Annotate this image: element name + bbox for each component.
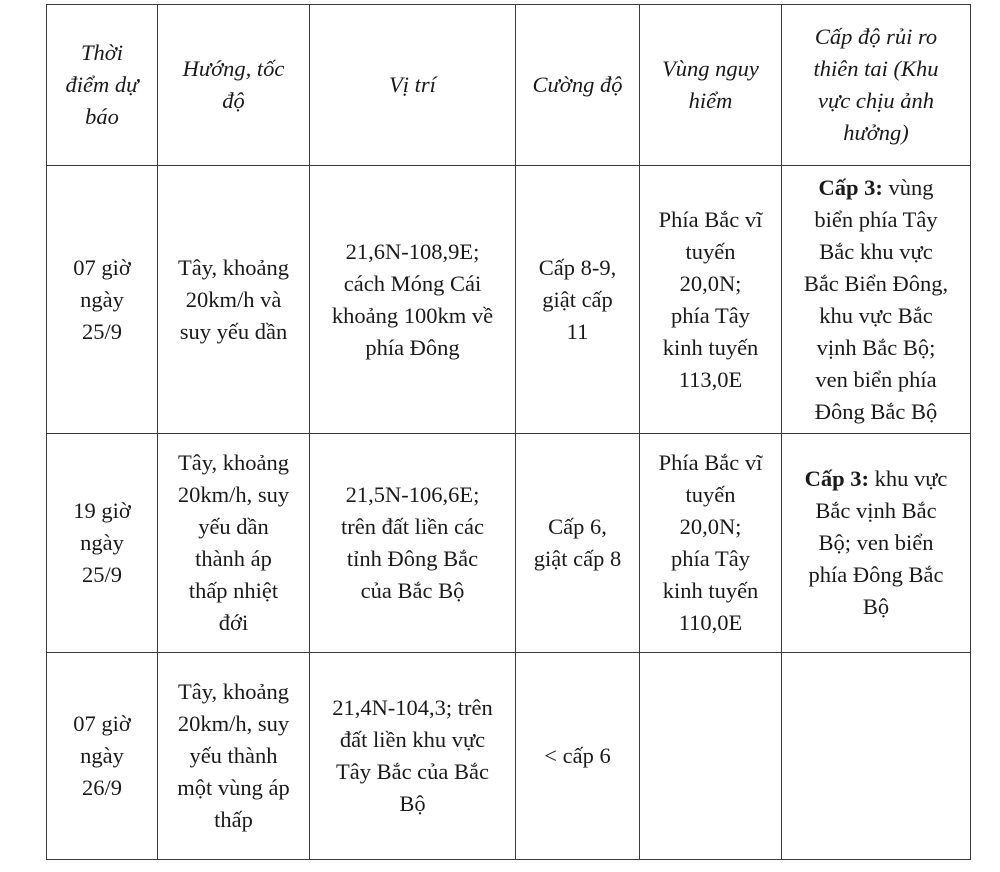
table-row (47, 434, 971, 653)
header-time: Thời điểm dự báo (47, 5, 158, 166)
cell-direction: Tây, khoảng 20km/h, suy yếu dần thành áp thấp nhiệt đới (158, 434, 310, 653)
header-direction: Hướng, tốc độ (158, 5, 310, 166)
header-position: Vị trí (310, 5, 516, 166)
cell-time: 07 giờ ngày 25/9 (47, 166, 158, 434)
cell-risk-level: Cấp 3: khu vực Bắc vịnh Bắc Bộ; ven biển phía Đông Bắc Bộ (782, 434, 971, 653)
table-row (47, 166, 971, 434)
risk-level-label: Cấp 3: (818, 174, 883, 200)
cell-direction: Tây, khoảng 20km/h và suy yếu dần (158, 166, 310, 434)
header-risk-level: Cấp độ rủi ro thiên tai (Khu vực chịu ảnh hưởng) (782, 5, 971, 166)
cell-direction: Tây, khoảng 20km/h, suy yếu thành một vùng áp thấp (158, 653, 310, 860)
header-intensity: Cường độ (516, 5, 640, 166)
cell-danger-zone: Phía Bắc vĩ tuyến 20,0N; phía Tây kinh tuyến 113,0E (640, 166, 782, 434)
cell-danger-zone (640, 653, 782, 860)
cell-intensity: Cấp 8-9, giật cấp 11 (516, 166, 640, 434)
cell-intensity: < cấp 6 (516, 653, 640, 860)
cell-risk-level: Cấp 3: vùng biển phía Tây Bắc khu vực Bắc Biển Đông, khu vực Bắc vịnh Bắc Bộ; ven biển phía Đông Bắc Bộ (782, 166, 971, 434)
risk-level-label: Cấp 3: (804, 466, 869, 491)
cell-position: 21,5N-106,6E; trên đất liền các tỉnh Đông Bắc của Bắc Bộ (310, 434, 516, 653)
header-row (47, 5, 971, 166)
forecast-table (46, 4, 971, 860)
cell-position: 21,4N-104,3; trên đất liền khu vực Tây Bắc của Bắc Bộ (310, 653, 516, 860)
cell-intensity: Cấp 6, giật cấp 8 (516, 434, 640, 653)
table-row (47, 653, 971, 860)
cell-danger-zone: Phía Bắc vĩ tuyến 20,0N; phía Tây kinh tuyến 110,0E (640, 434, 782, 653)
cell-position: 21,6N-108,9E; cách Móng Cái khoảng 100km về phía Đông (310, 166, 516, 434)
cell-risk-level (782, 653, 971, 860)
header-danger-zone: Vùng nguy hiểm (640, 5, 782, 166)
cell-time: 19 giờ ngày 25/9 (47, 434, 158, 653)
cell-time: 07 giờ ngày 26/9 (47, 653, 158, 860)
